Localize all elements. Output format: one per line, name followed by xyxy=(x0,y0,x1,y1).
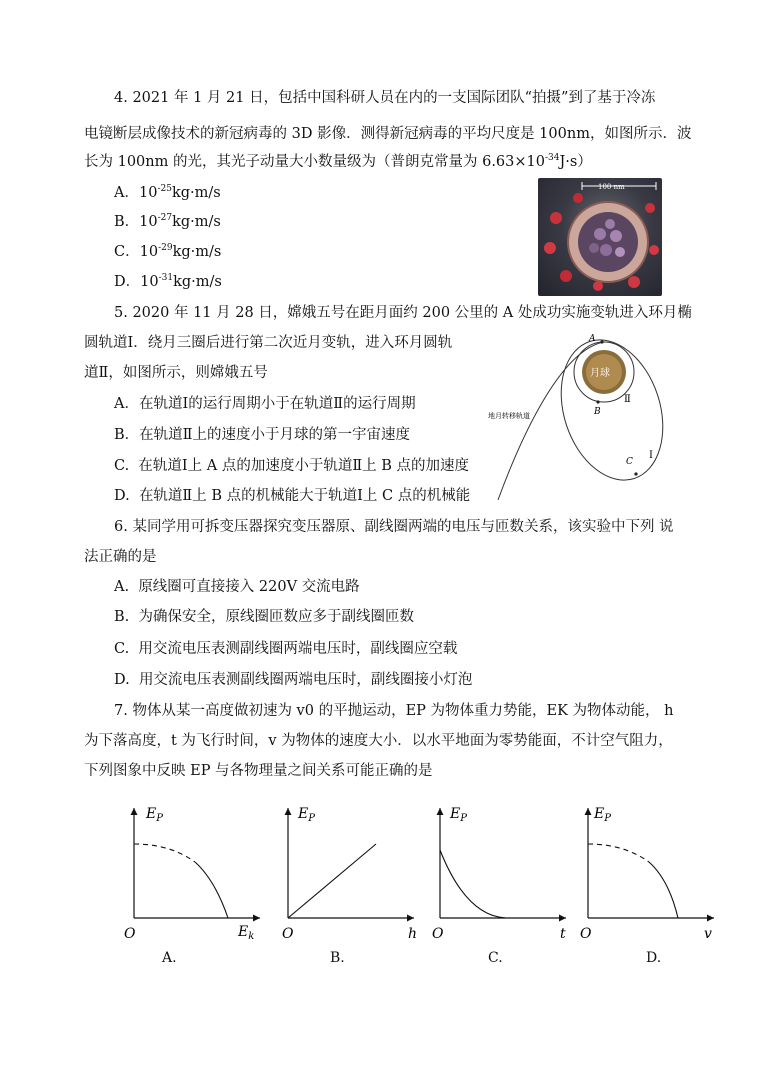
q7-line-2: 为下落高度，t 为飞行时间，v 为物体的速度大小．以水平地面为零势能面，不计空气阻力， xyxy=(84,733,673,749)
moon-label: 月球 xyxy=(590,368,610,379)
q6-line-1: 6. 某同学用可拆变压器探究变压器原、副线圈两端的电压与匝数关系，该实验中下列 说 xyxy=(114,519,674,535)
orbit-i-label: Ⅰ xyxy=(649,450,653,461)
point-a-label: A xyxy=(589,334,596,344)
q5-line-1: 5. 2020 年 11 月 28 日，嫦娥五号在距月面约 200 公里的 A 处成功实施变轨进入环月椭 xyxy=(114,305,692,321)
q5-line-2: 圆轨道Ⅰ．绕月三圈后进行第二次近月变轨，进入环月圆轨 xyxy=(84,335,453,351)
graph-c-origin: O xyxy=(432,926,444,942)
transfer-orbit-label: 地月转移轨道 xyxy=(488,412,530,420)
graph-c[interactable] xyxy=(426,800,576,945)
q6-option-a[interactable]: A. 原线圈可直接接入 220V 交流电路 xyxy=(114,579,360,595)
q5-option-c[interactable]: C. 在轨道Ⅰ上 A 点的加速度小于轨道Ⅱ上 B 点的加速度 xyxy=(114,458,470,474)
q4-line-3: 长为 100nm 的光，其光子动量大小数量级为（普朗克常量为 $6.63\times 10^{-34}J\cdot s$） xyxy=(84,153,592,170)
q4-option-c[interactable]: C．$10^{-29}kg\cdot m/s$ xyxy=(114,243,222,260)
q7-line-1: 7. 物体从某一高度做初速为 v0 的平抛运动，EP 为物体重力势能，EK 为物体动能， h xyxy=(114,703,674,719)
graph-a-caption: A. xyxy=(162,950,177,966)
point-b-label: B xyxy=(594,407,601,417)
q6-line-2: 法正确的是 xyxy=(84,549,157,565)
graph-b[interactable] xyxy=(274,800,424,945)
graph-d-xlabel: v xyxy=(704,926,712,942)
graph-b-ylabel: $E_P$ xyxy=(298,806,315,824)
graph-a-ylabel: $E_P$ xyxy=(146,806,163,824)
graph-d[interactable] xyxy=(574,800,724,945)
orbit-ii-label: Ⅱ xyxy=(624,394,631,405)
graph-c-caption: C. xyxy=(488,950,503,966)
graph-a-xlabel: $E_k$ xyxy=(238,924,255,942)
graph-d-caption: D. xyxy=(646,950,662,966)
graph-c-xlabel: t xyxy=(560,926,566,942)
graph-d-origin: O xyxy=(580,926,592,942)
graph-a-origin: O xyxy=(124,926,136,942)
q6-option-d[interactable]: D. 用交流电压表测副线圈两端电压时，副线圈接小灯泡 xyxy=(114,672,473,688)
q5-line-3: 道Ⅱ，如图所示，则嫦娥五号 xyxy=(84,365,268,381)
q7-line-3: 下列图象中反映 EP 与各物理量之间关系可能正确的是 xyxy=(84,763,433,779)
q5-option-d[interactable]: D. 在轨道Ⅱ上 B 点的机械能大于轨道Ⅰ上 C 点的机械能 xyxy=(114,488,471,504)
q4-option-a[interactable]: A．$10^{-25}kg\cdot m/s$ xyxy=(114,184,221,201)
graph-b-xlabel: h xyxy=(408,926,418,942)
graph-a[interactable] xyxy=(120,800,270,945)
virus-scale-label: 100 nm xyxy=(598,183,625,191)
q4-option-d[interactable]: D．$10^{-31}kg\cdot m/s$ xyxy=(114,273,222,290)
q4-line-2: 电镜断层成像技术的新冠病毒的 3D 影像．测得新冠病毒的平均尺度是 100nm，如图所示．波 xyxy=(84,126,692,142)
graph-b-caption: B. xyxy=(330,950,345,966)
q4-line-1: 4. 2021 年 1 月 21 日，包括中国科研人员在内的一支国际团队“拍摄”到了基于冷冻 xyxy=(114,90,656,106)
virus-image xyxy=(538,178,662,296)
graph-b-origin: O xyxy=(282,926,294,942)
q6-option-b[interactable]: B. 为确保安全，原线圈匝数应多于副线圈匝数 xyxy=(114,609,414,625)
q6-option-c[interactable]: C. 用交流电压表测副线圈两端电压时，副线圈应空载 xyxy=(114,641,458,657)
orbit-diagram xyxy=(480,330,680,506)
point-c-label: C xyxy=(626,457,633,467)
virus-illustration xyxy=(538,178,662,296)
graph-d-ylabel: $E_P$ xyxy=(594,806,611,824)
q5-option-b[interactable]: B．在轨道Ⅱ上的速度小于月球的第一宇宙速度 xyxy=(114,427,411,443)
graph-c-ylabel: $E_P$ xyxy=(450,806,467,824)
q4-option-b[interactable]: B．$10^{-27}kg\cdot m/s$ xyxy=(114,213,221,230)
q5-option-a[interactable]: A．在轨道Ⅰ的运行周期小于在轨道Ⅱ的运行周期 xyxy=(114,396,416,412)
